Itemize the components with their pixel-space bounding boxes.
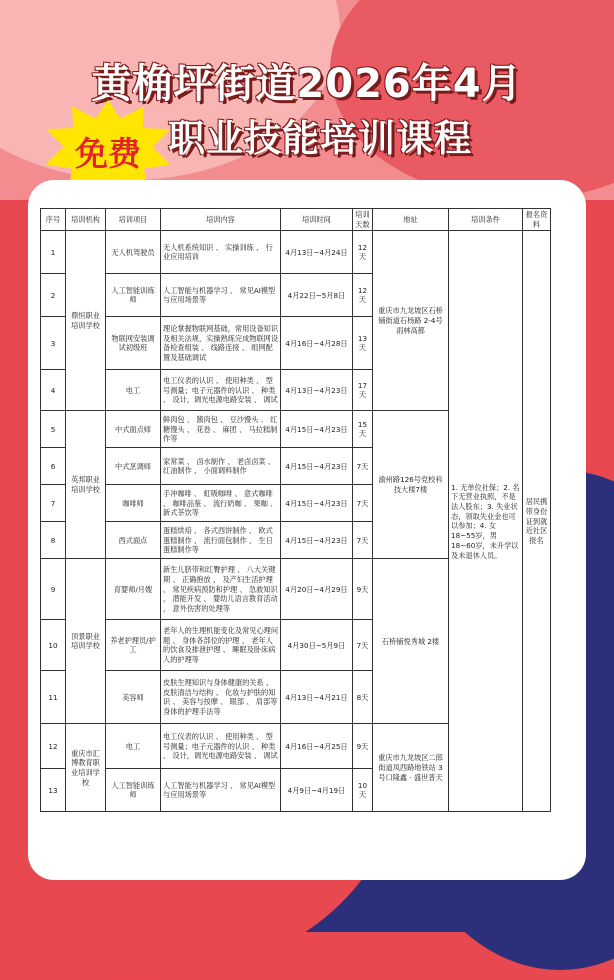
row-time: 4月22日~5月8日: [281, 274, 353, 317]
row-project: 人工智能训练师: [106, 769, 161, 812]
header-time: 培训时间: [281, 209, 353, 231]
row-time: 4月30日~5月9日: [281, 620, 353, 671]
page-title: 黄桷坪街道2026年4月: [91, 61, 523, 107]
institution-cell: 重庆市汇博教育职业培训学校: [66, 724, 106, 812]
row-days: 9天: [353, 559, 373, 620]
free-badge: 免费: [75, 134, 141, 173]
header-project: 培训项目: [106, 209, 161, 231]
row-time: 4月16日~4月28日: [281, 317, 353, 370]
row-content: 蛋糕烘焙 、 各式西饼制作 、 欧式蛋糕制作 、 流行面包制作 、 生日蛋糕制作等: [161, 522, 281, 559]
row-time: 4月15日~4月23日: [281, 448, 353, 485]
row-project: 电工: [106, 724, 161, 769]
row-no: 10: [41, 620, 66, 671]
row-no: 8: [41, 522, 66, 559]
row-days: 7天: [353, 620, 373, 671]
row-content: 电工仪表的认识 、 使用种类 、 型号测量；电子元器件的认识 、 种类 、 设计，调光电源电路安装 、 调试: [161, 370, 281, 411]
condition-cell: 1. 无单位社保；2. 名下无营业执照，不是法人股东；3. 失业状态，领取失业金也可以参加；4. 女18~55岁，男18~60岁，未升学以及未退休人员。: [449, 231, 523, 812]
row-days: 15天: [353, 411, 373, 448]
row-project: 人工智能训练师: [106, 274, 161, 317]
row-time: 4月15日~4月23日: [281, 485, 353, 522]
row-time: 4月13日~4月21日: [281, 671, 353, 724]
row-content: 家常菜 、 卤水制作 、 老卤卤菜 、 红油制作 、 小面调料制作: [161, 448, 281, 485]
row-project: 中式面点师: [106, 411, 161, 448]
row-no: 11: [41, 671, 66, 724]
row-time: 4月20日~4月29日: [281, 559, 353, 620]
header-institution: 培训机构: [66, 209, 106, 231]
row-days: 9天: [353, 724, 373, 769]
row-no: 4: [41, 370, 66, 411]
row-time: 4月15日~4月23日: [281, 411, 353, 448]
row-content: 人工智能与机器学习 、 常见AI模型与应用场景等: [161, 274, 281, 317]
institution-cell: 顶景职业培训学校: [66, 559, 106, 724]
address-cell: 石桥铺悦秀城 2楼: [373, 559, 449, 724]
row-content: 新生儿脐带和红臀护理 、 八大关键期 、 正确抱放 ， 及产妇生活护理 、 常见疾病预防和护理 、 急救知识 ， 潜能开发 、 婴幼儿语言教育活动 ， 意外伤害的处理等: [161, 559, 281, 620]
row-content: 老年人的生理机能变化及常见心理问题 、 身体各部位的护理 、 老年人的饮食及排泄护理 、 睡眠及卧床病人的护理等: [161, 620, 281, 671]
row-no: 12: [41, 724, 66, 769]
address-cell: 重庆市九龙坡区二郎街道凤西路地铁站 3号口隆鑫 · 盛世普天: [373, 724, 449, 812]
row-content: 手冲咖啡 、 虹吸咖啡 、 意式咖啡 、 咖啡品鉴 、 流行奶咖 、 果咖 、 新式茶饮等: [161, 485, 281, 522]
row-days: 8天: [353, 671, 373, 724]
row-project: 物联网安装调试初级班: [106, 317, 161, 370]
row-project: 电工: [106, 370, 161, 411]
row-project: 咖啡师: [106, 485, 161, 522]
row-content: 电工仪表的认识 、 使用种类 、 型号测量；电子元器件的认识 、 种类 、 设计，调光电源电路安装 、 调试: [161, 724, 281, 769]
row-days: 7天: [353, 485, 373, 522]
address-cell: 渝州路126号党校科技大楼7楼: [373, 411, 449, 559]
row-days: 17天: [353, 370, 373, 411]
page-subtitle: 职业技能培训课程: [168, 117, 472, 160]
row-time: 4月9日~4月19日: [281, 769, 353, 812]
row-days: 12天: [353, 231, 373, 274]
institution-cell: 鼎恒职业培训学校: [66, 231, 106, 411]
row-days: 13天: [353, 317, 373, 370]
row-days: 7天: [353, 448, 373, 485]
row-no: 3: [41, 317, 66, 370]
header-no: 序号: [41, 209, 66, 231]
address-cell: 重庆市九龙坡区石桥铺街道石杨路 2-4号雨林高都: [373, 231, 449, 411]
header-address: 地址: [373, 209, 449, 231]
row-content: 无人机系统知识 、 实操训练 、 行业应用培训: [161, 231, 281, 274]
row-project: 中式烹调师: [106, 448, 161, 485]
header-days: 培训天数: [353, 209, 373, 231]
row-no: 1: [41, 231, 66, 274]
table-header-row: [41, 209, 551, 231]
row-no: 2: [41, 274, 66, 317]
course-table: [40, 208, 551, 812]
institution-cell: 英邦职业培训学校: [66, 411, 106, 559]
materials-cell: 居民携带身份证到就近社区报名: [523, 231, 551, 812]
row-no: 6: [41, 448, 66, 485]
row-project: 育婴师/月嫂: [106, 559, 161, 620]
row-project: 养老护理员/护工: [106, 620, 161, 671]
row-time: 4月13日~4月23日: [281, 370, 353, 411]
row-days: 12天: [353, 274, 373, 317]
header-condition: 培训条件: [449, 209, 523, 231]
row-no: 13: [41, 769, 66, 812]
row-content: 人工智能与机器学习 、 常见AI模型与应用场景等: [161, 769, 281, 812]
header-materials: 报名资料: [523, 209, 551, 231]
row-time: 4月13日~4月24日: [281, 231, 353, 274]
row-no: 7: [41, 485, 66, 522]
row-days: 10天: [353, 769, 373, 812]
row-project: 无人机驾驶员: [106, 231, 161, 274]
row-no: 9: [41, 559, 66, 620]
row-content: 理论掌握物联网基础，常用设备知识及相关法规，实操熟练完成物联网设备检查组装 、 线路连接 、 组网配置及基础调试: [161, 317, 281, 370]
row-days: 7天: [353, 522, 373, 559]
row-time: 4月15日~4月23日: [281, 522, 353, 559]
row-project: 西式面点: [106, 522, 161, 559]
header-content: 培训内容: [161, 209, 281, 231]
row-time: 4月16日~4月25日: [281, 724, 353, 769]
row-project: 美容师: [106, 671, 161, 724]
row-no: 5: [41, 411, 66, 448]
row-content: 鲜肉包 、 酱肉包 、 豆沙馒头 、 红糖馒头 、 花卷 、 麻团 、 马拉糕制作等: [161, 411, 281, 448]
row-content: 皮肤生理知识与身体健康的关系 、 皮肤清洁与结构 、 化妆与护肤的知识 、 美容与按摩 、 眼部 、 肩部等身体的护理手法等: [161, 671, 281, 724]
table-row: [41, 231, 551, 274]
